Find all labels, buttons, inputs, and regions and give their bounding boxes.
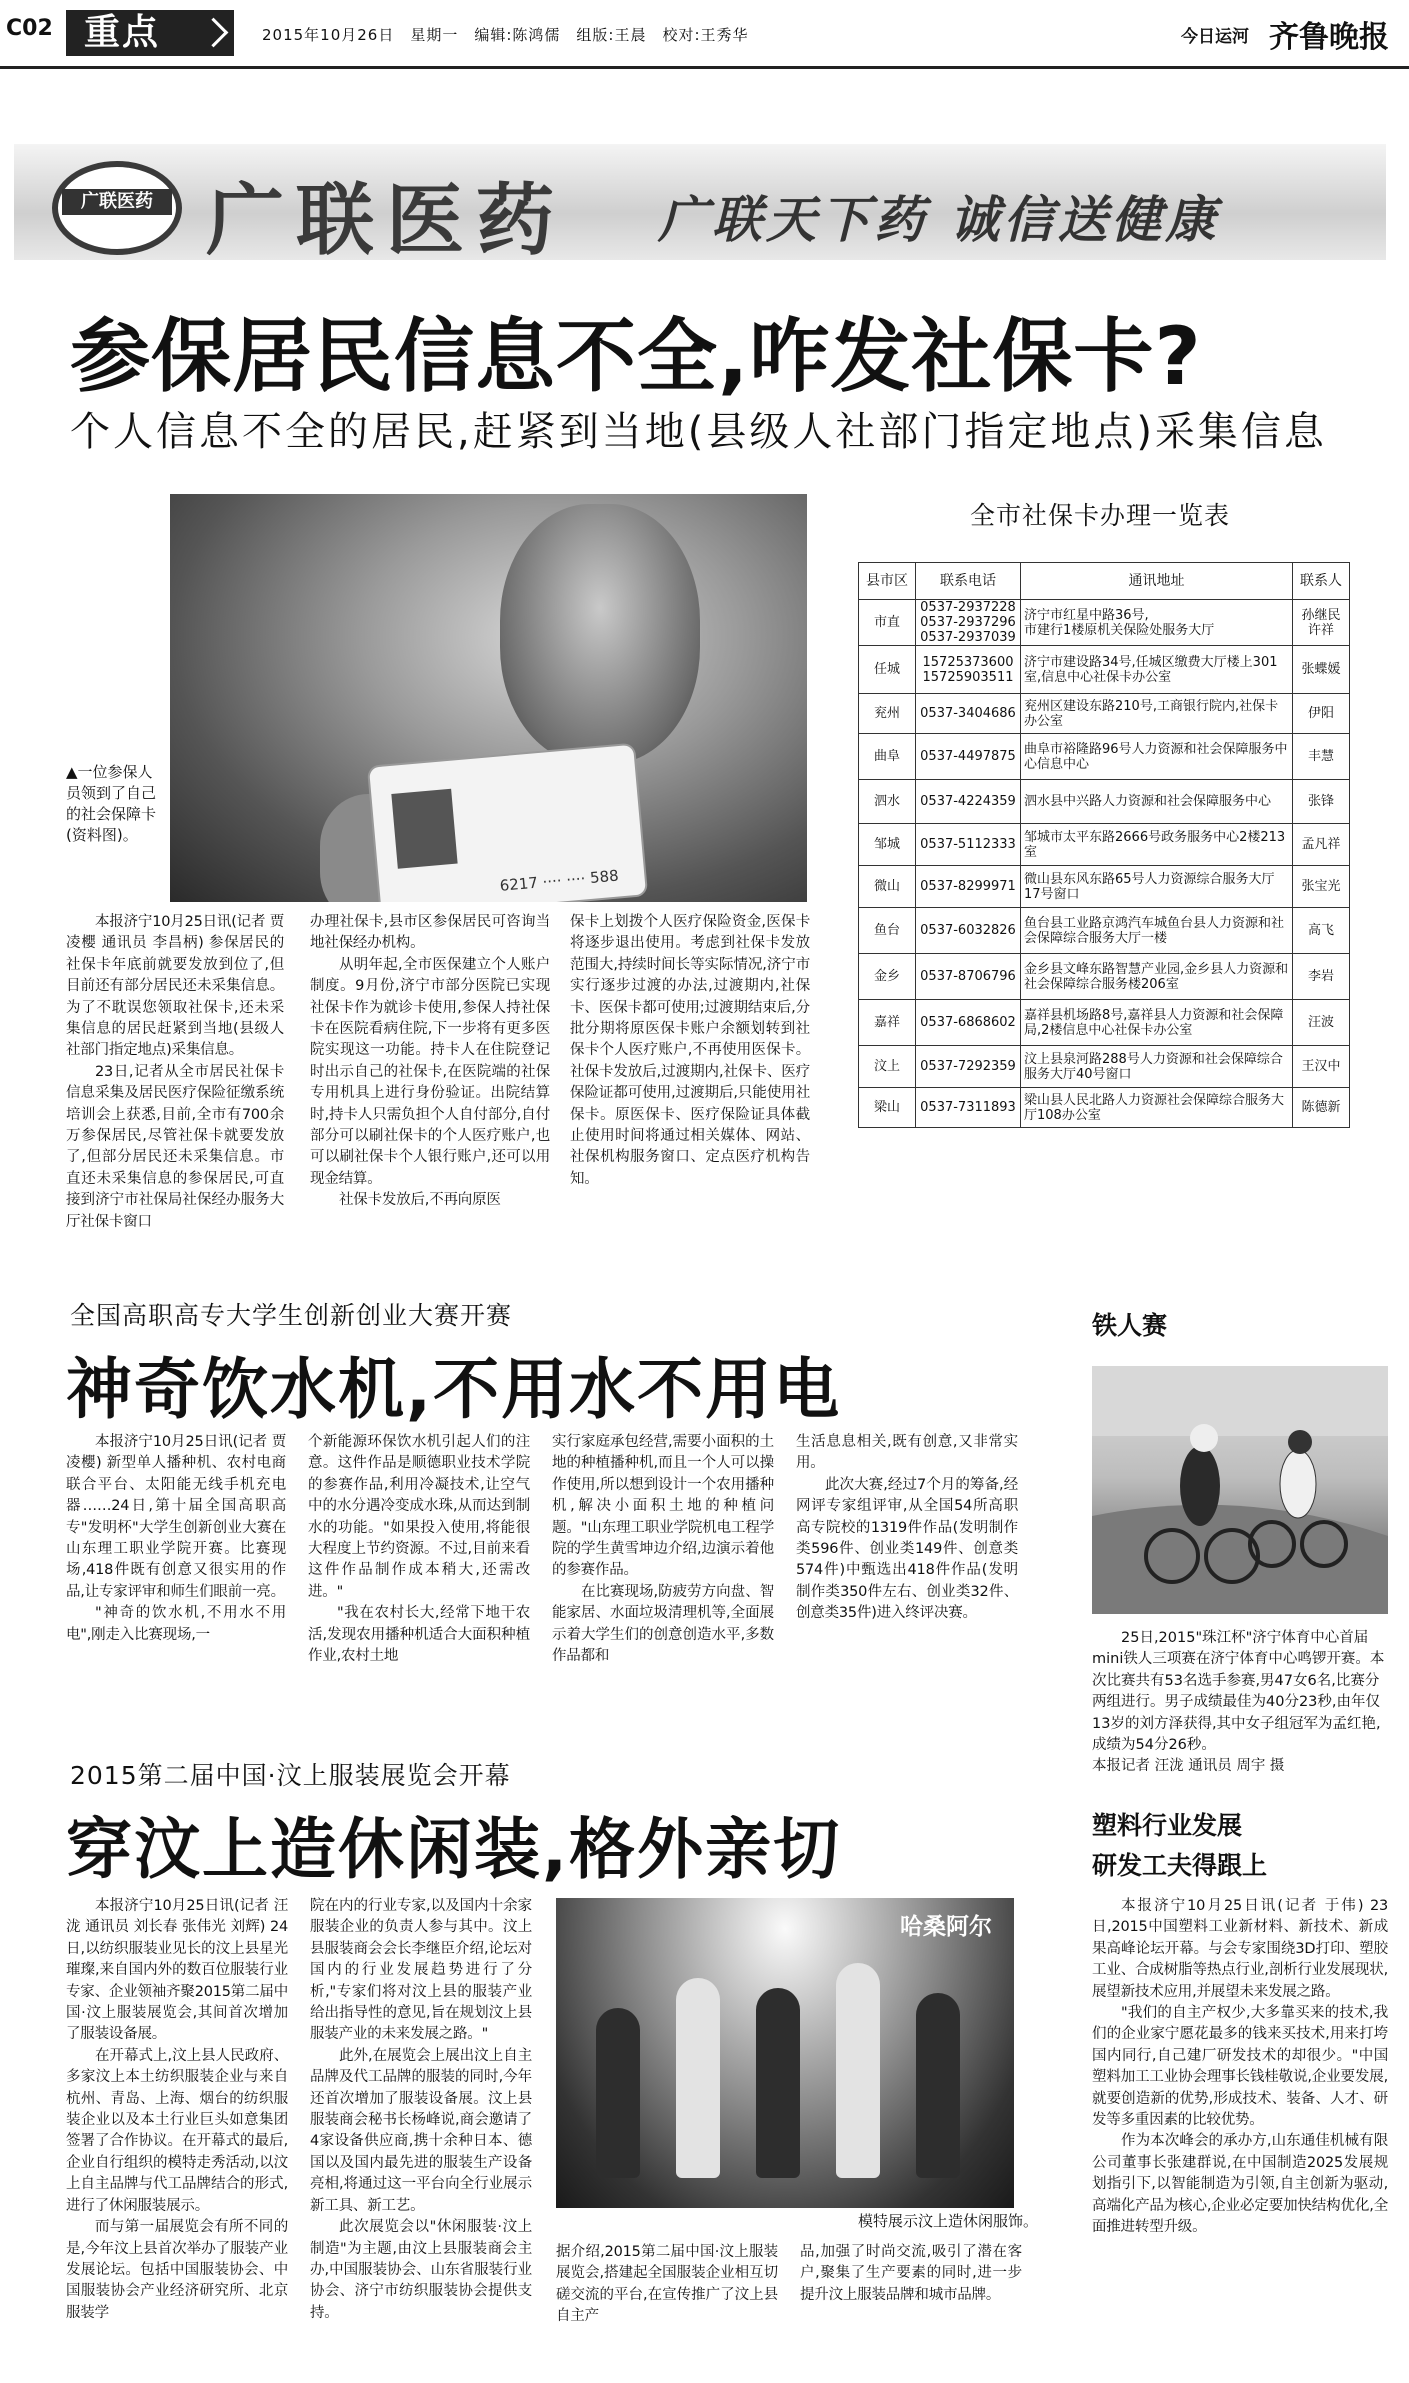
- social-security-card: [369, 745, 646, 902]
- table-header: 联系电话: [916, 563, 1021, 600]
- photo-caption: 模特展示汶上造休闲服饰。: [858, 2212, 1039, 2230]
- headline-fashion-expo: 穿汶上造休闲装,格外亲切: [66, 1811, 842, 1888]
- caption-text: 25日,2015"珠江杯"济宁体育中心首届mini铁人三项赛在济宁体育中心鸣锣开赛。本次比赛共有53名选手参赛,男47女6名,比赛分两组进行。男子成绩最佳为40分23秒,由年仅13岁的刘方泽获得,其中女子组冠军为孟红艳,成绩为54分26秒。: [1092, 1630, 1385, 1754]
- social-card-office-table: [858, 562, 1350, 1128]
- table-cell-contact: 汪波: [1293, 1000, 1350, 1046]
- ad-brand: 广联医药: [206, 175, 567, 266]
- article-column: 个新能源环保饮水机引起人们的注意。这件作品是顺德职业技术学院的参赛作品,利用冷凝技术,让空气中的水分遇冷变成水珠,从而达到制水的功能。"如果投入使用,将能很大程度上节约资源。不过,目前来看这件作品制作成本稍大,还需改进。" "我在农村长大,经常下地干农活,发现农用播种机适合大面积种植作业,农村土地: [308, 1434, 530, 1665]
- paper-subtitle: 今日运河: [1181, 27, 1249, 47]
- table-header: 联系人: [1293, 563, 1350, 600]
- table-cell-address: 邹城市太平东路2666号政务服务中心2楼213室: [1021, 824, 1293, 866]
- table-cell-address: 济宁市建设路34号,任城区缴费大厅楼上301室,信息中心社保卡办公室: [1021, 646, 1293, 694]
- article-column: 实行家庭承包经营,需要小面积的土地的种植播种机,而且一个人可以操作使用,所以想到设计一个农用播种机,解决小面积土地的种植问题。"山东理工职业学院机电工程学院的学生黄雪坤边介绍,边演示着他的参赛作品。 在比赛现场,防疲劳方向盘、智能家居、水面垃圾清理机等,全面展示着大学生们的创意创造水平,多数作品都和: [552, 1434, 774, 1665]
- table-cell-address: 兖州区建设东路210号,工商银行院内,社保卡办公室: [1021, 694, 1293, 734]
- table-row: [859, 866, 1350, 908]
- photo-credit: 本报记者 汪泷 通讯员 周宇 摄: [1092, 1758, 1285, 1775]
- article-column: 本报济宁10月25日讯(记者 于伟) 23日,2015中国塑料工业新材料、新技术、新成果高峰论坛开幕。与会专家围绕3D打印、塑胶工业、合成树脂等热点行业,剖析行业发展现状,展望新技术应用,并展望未来发展之路。 "我们的自主产权少,大多靠买来的技术,我们的企业家宁愿花最多的钱来买技术,用来打垮国内同行,自己建厂研发技术的却很少。"中国塑料加工工业协会理事长钱桂敬说,企业要发展,就要创造新的优势,形成技术、装备、人才、研发等多重因素的比较优势。 作为本次峰会的承办方,山东通佳机械有限公司董事长张建群说,在中国制造2025发展规划指引下,以智能制造为引领,自主创新为驱动,高端化产品为核心,企业必定要加快结构优化,全面推进转型升级。: [1092, 1898, 1388, 2236]
- table-cell-address: 梁山县人民北路人力资源社会保障综合服务大厅108办公室: [1021, 1088, 1293, 1128]
- table-cell-county: 兖州: [859, 694, 916, 734]
- table-cell-phone: 0537-6032826: [916, 908, 1021, 954]
- table-cell-contact: 高飞: [1293, 908, 1350, 954]
- table-cell-contact: 陈德新: [1293, 1088, 1350, 1128]
- cyclists-illustration: [1092, 1366, 1388, 1614]
- article-column: 据介绍,2015第二届中国·汶上服装展览会,搭建起全国服装企业相互切磋交流的平台,在宣传推广了汶上县自主产: [556, 2244, 778, 2325]
- table-cell-contact: 张蝶媛: [1293, 646, 1350, 694]
- table-cell-county: 鱼台: [859, 908, 916, 954]
- article-column: 生活息息相关,既有创意,又非常实用。 此次大赛,经过7个月的筹备,经网评专家组评审,从全国54所高职高专院校的1319件作品(发明制作类596件、创业类149件、创意类574件)中甄选出418件作品(发明制作类350件左右、创业类32件、创意类35件)进入终评决赛。: [796, 1434, 1018, 1622]
- stage-sign: 哈桑阿尔: [900, 1913, 992, 1940]
- article-column: 保卡上划拨个人医疗保险资金,医保卡将逐步退出使用。考虑到社保卡发放范围大,持续时间长等实际情况,济宁市实行逐步过渡的办法,过渡期内,社保卡、医保卡都可使用;过渡期结束后,分批分期将原医保卡账户余额划转到社保卡个人医疗账户,不再使用医保卡。社保卡发放后,过渡期内,社保卡、医疗保险证都可使用,过渡期后,只能使用社保卡。原医保卡、医疗保险证具体截止使用时间将通过相关媒体、网站、社保机构服务窗口、定点医疗机构告知。: [570, 914, 810, 1187]
- table-row: [859, 734, 1350, 780]
- table-row: [859, 600, 1350, 646]
- table-cell-county: 任城: [859, 646, 916, 694]
- photo-caption: [1092, 1628, 1390, 1778]
- page-header: [0, 0, 1409, 69]
- article-column: 本报济宁10月25日讯(记者 贾凌櫻) 新型单人播种机、农村电商联合平台、太阳能无线手机充电器……24日,第十届全国高职高专"发明杯"大学生创新创业大赛在山东理工职业学院开赛。比赛现场,418件既有创意又很实用的作品,让专家评审和师生们眼前一亮。 "神奇的饮水机,不用水不用电",刚走入比赛现场,一: [66, 1434, 286, 1643]
- section-name: 重点: [84, 12, 161, 53]
- table-cell-contact: 张锋: [1293, 780, 1350, 824]
- table-cell-county: 嘉祥: [859, 1000, 916, 1046]
- table-cell-address: 微山县东风东路65号人力资源综合服务大厅17号窗口: [1021, 866, 1293, 908]
- table-cell-phone: 0537-8706796: [916, 954, 1021, 1000]
- table-cell-contact: 张宝光: [1293, 866, 1350, 908]
- sidebar-title-text: 塑料行业发展 研发工夫得跟上: [1092, 1811, 1268, 1880]
- article-column: 本报济宁10月25日讯(记者 汪泷 通讯员 刘长春 张伟光 刘辉) 24日,以纺织服装业见长的汶上县星光璀璨,来自国内外的数百位服装行业专家、企业领袖齐聚2015第二届中国·汶上服装展览会,其间首次增加了服装设备展。 在开幕式上,汶上县人民政府、多家汶上本土纺织服装企业与来自杭州、青岛、上海、烟台的纺织服装企业以及本土行业巨头如意集团签署了合作协议。在开幕式的最后,企业自行组织的模特走秀活动,以汶上自主品牌与代工品牌结合的形式,进行了休闲服装展示。 而与第一届展览会有所不同的是,今年汶上县首次举办了服装产业发展论坛。包括中国服装协会、中国服装协会产业经济研究所、北京服装学: [66, 1898, 288, 2321]
- table-cell-county: 邹城: [859, 824, 916, 866]
- table-row: [859, 1088, 1350, 1128]
- table-cell-phone: 0537-7311893: [916, 1088, 1021, 1128]
- table-cell-county: 泗水: [859, 780, 916, 824]
- table-title: 全市社保卡办理一览表: [970, 501, 1231, 530]
- photo-cyclists: [1092, 1366, 1388, 1614]
- table-row: [859, 1000, 1350, 1046]
- table-cell-address: 泗水县中兴路人力资源和社会保障服务中心: [1021, 780, 1293, 824]
- table-row: [859, 1046, 1350, 1088]
- table-row: [859, 954, 1350, 1000]
- article-column: 本报济宁10月25日讯(记者 贾凌櫻 通讯员 李昌柄) 参保居民的社保卡年底前就要发放到位了,但目前还有部分居民还未采集信息。为了不耽误您领取社保卡,还未采集信息的居民赶紧到当地(县级人社部门指定地点)采集信息。 23日,记者从全市居民社保卡信息采集及居民医疗保险征缴系统培训会上获悉,目前,全市有700余万参保居民,尽管社保卡就要发放了,但部分居民还未采集信息。市直还未采集信息的参保居民,可直接到济宁市社保局社保经办服务大厅社保卡窗口: [66, 914, 284, 1230]
- paper-logo: 齐鲁晚报: [1269, 20, 1389, 55]
- table-cell-address: 曲阜市裕隆路96号人力资源和社会保障服务中心信息中心: [1021, 734, 1293, 780]
- table-cell-phone: 0537-4497875: [916, 734, 1021, 780]
- sidebar-title-triathlon: 铁人赛: [1092, 1311, 1168, 1340]
- table-cell-contact: 李岩: [1293, 954, 1350, 1000]
- headline-water-machine: 神奇饮水机,不用水不用电: [66, 1351, 842, 1428]
- table-cell-address: 金乡县文峰东路智慧产业园,金乡县人力资源和社会保障综合服务楼206室: [1021, 954, 1293, 1000]
- table-cell-phone: 0537-2937228 0537-2937296 0537-2937039: [916, 600, 1021, 646]
- table-cell-phone: 0537-6868602: [916, 1000, 1021, 1046]
- table-cell-address: 汶上县泉河路288号人力资源和社会保障综合服务大厅40号窗口: [1021, 1046, 1293, 1088]
- table-cell-county: 金乡: [859, 954, 916, 1000]
- photo-fashion-show: [556, 1898, 1014, 2208]
- ad-logo-text: 广联医药: [62, 189, 172, 215]
- table-cell-contact: 王汉中: [1293, 1046, 1350, 1088]
- table-row: [859, 908, 1350, 954]
- table-cell-phone: 0537-5112333: [916, 824, 1021, 866]
- table-header: 通讯地址: [1021, 563, 1293, 600]
- table-cell-phone: 15725373600 15725903511: [916, 646, 1021, 694]
- table-cell-address: 济宁市红星中路36号, 市建行1楼原机关保险处服务大厅: [1021, 600, 1293, 646]
- page-number: C02: [6, 16, 53, 41]
- article-column: 办理社保卡,县市区参保居民可咨询当地社保经办机构。 从明年起,全市医保建立个人账户制度。9月份,济宁市部分医院已实现社保卡作为就诊卡使用,参保人持社保卡在医院看病住院,下一步将有更多医院实现这一功能。持卡人在住院登记时出示自己的社保卡,在医院端的社保专用机具上进行身份验证。出院结算时,持卡人只需负担个人自付部分,自付部分可以刷社保卡的个人医疗账户,也可以刷社保卡个人银行账户,还可以用现金结算。 社保卡发放后,不再向原医: [310, 914, 550, 1209]
- article-column: 品,加强了时尚交流,吸引了潜在客户,聚集了生产要素的同时,进一步提升汶上服装品牌和城市品牌。: [800, 2244, 1022, 2303]
- subheadline-social-card: 个人信息不全的居民,赶紧到当地(县级人社部门指定地点)采集信息: [70, 409, 1327, 455]
- table-cell-contact: 孙继民 许祥: [1293, 600, 1350, 646]
- table-cell-address: 嘉祥县机场路8号,嘉祥县人力资源和社会保障局,2楼信息中心社保卡办公室: [1021, 1000, 1293, 1046]
- table-cell-county: 汶上: [859, 1046, 916, 1088]
- table-cell-county: 梁山: [859, 1088, 916, 1128]
- section-label: [66, 10, 234, 56]
- card-portrait: [391, 789, 457, 869]
- table-cell-county: 曲阜: [859, 734, 916, 780]
- card-number: 6217 ···· ···· 588: [498, 866, 620, 895]
- table-row: [859, 694, 1350, 734]
- table-cell-contact: 孟凡祥: [1293, 824, 1350, 866]
- table-cell-phone: 0537-7292359: [916, 1046, 1021, 1088]
- person-face: [500, 504, 700, 764]
- table-cell-contact: 丰慧: [1293, 734, 1350, 780]
- table-row: [859, 780, 1350, 824]
- table-cell-phone: 0537-8299971: [916, 866, 1021, 908]
- kicker: 全国高职高专大学生创新创业大赛开赛: [70, 1301, 513, 1330]
- kicker: 2015第二届中国·汶上服装展览会开幕: [70, 1761, 511, 1790]
- table-cell-contact: 伊阳: [1293, 694, 1350, 734]
- table-row: [859, 646, 1350, 694]
- photo-caption: ▲一位参保人员领到了自己的社会保障卡(资料图)。: [66, 763, 157, 844]
- headline-social-card: 参保居民信息不全,咋发社保卡?: [70, 310, 1202, 403]
- table-cell-county: 微山: [859, 866, 916, 908]
- table-cell-county: 市直: [859, 600, 916, 646]
- table-cell-phone: 0537-3404686: [916, 694, 1021, 734]
- article-column: 院在内的行业专家,以及国内十余家服装企业的负责人参与其中。汶上县服装商会会长李继臣介绍,论坛对国内的行业发展趋势进行了分析,"专家们将对汶上县的服装产业给出指导性的意见,旨在规划汶上县服装产业的未来发展之路。" 此外,在展览会上展出汶上自主品牌及代工品牌的服装的同时,今年还首次增加了服装设备展。汶上县服装商会秘书长杨峰说,商会邀请了4家设备供应商,携十余种日本、德国以及国内最先进的服装生产设备亮相,将通过这一平台向全行业展示新工具、新工艺。 此次展览会以"休闲服装·汶上制造"为主题,由汶上县服装商会主办,中国服装协会、山东省服装行业协会、济宁市纺织服装协会提供支持。: [310, 1898, 532, 2321]
- ad-slogan: 广联天下药 诚信送健康: [658, 191, 1220, 249]
- table-row: [859, 824, 1350, 866]
- issue-meta: 2015年10月26日 星期一 编辑:陈鸿儒 组版:王晨 校对:王秀华: [262, 26, 749, 44]
- sidebar-title-plastics: [1092, 1806, 1267, 1886]
- table-cell-address: 鱼台县工业路京鸿汽车城鱼台县人力资源和社会保障综合服务大厅一楼: [1021, 908, 1293, 954]
- table-cell-phone: 0537-4224359: [916, 780, 1021, 824]
- chevron-right-icon: [199, 18, 229, 48]
- table-header: 县市区: [859, 563, 916, 600]
- photo-social-card: [170, 494, 807, 902]
